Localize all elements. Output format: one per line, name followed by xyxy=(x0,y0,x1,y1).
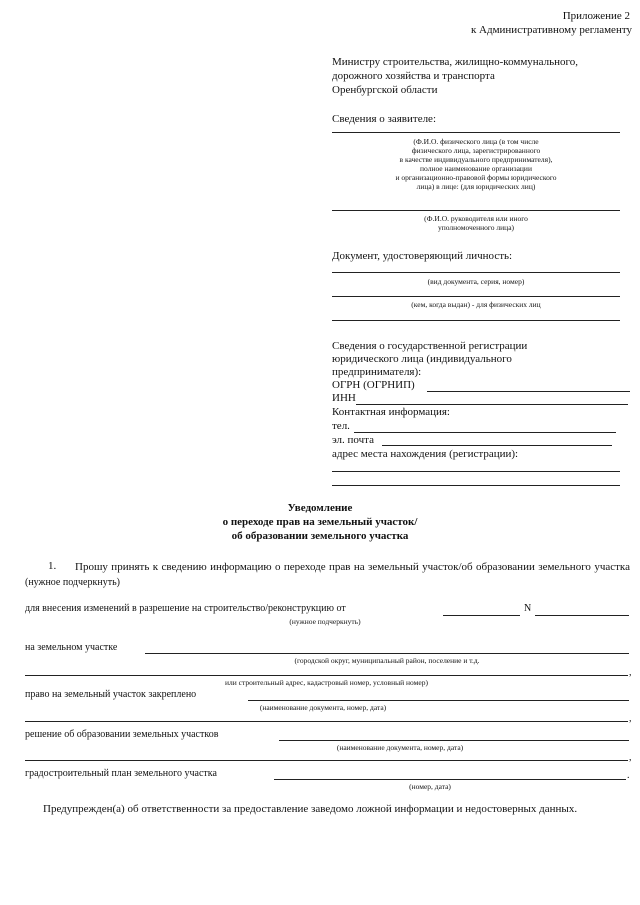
notice-title: Уведомление xyxy=(287,502,353,514)
ogrn-field[interactable] xyxy=(427,391,630,392)
id-document-heading: Документ, удостоверяющий личность: xyxy=(332,250,513,262)
inn-label: ИНН xyxy=(332,392,356,404)
addressee-line-1: Министру строительства, жилищно-коммунального, xyxy=(332,56,579,68)
right-extra-end: , xyxy=(629,713,632,724)
liability-warning: Предупрежден(а) об ответственности за предоставление заведомо ложной информации и недостоверных данных. xyxy=(43,803,578,815)
notice-subtitle-2: об образовании земельного участка xyxy=(231,530,409,542)
addressee-line-2: дорожного хозяйства и транспорта xyxy=(332,70,495,82)
item-text: Прошу принять к сведению информацию о переходе прав на земельный участок/об образовании земельного участка (нужное подчеркнуть) xyxy=(25,561,630,588)
right-extra-field[interactable] xyxy=(25,721,628,722)
applicant-name-caption: (Ф.И.О. физического лица (в том числе физического лица, зарегистрированного в качестве индивидуального предпринимателя), полное наименование организации и организационно-правовой формы юридического лица) в лице: (для юридических лиц) xyxy=(395,137,557,191)
email-field[interactable] xyxy=(382,445,612,446)
plot-field[interactable] xyxy=(145,653,629,654)
applicant-head-caption: (Ф.И.О. руководителя или иного уполномоченного лица) xyxy=(424,214,528,232)
plot-label: на земельном участке xyxy=(25,642,118,653)
item-number: 1. xyxy=(48,560,57,572)
gpzu-field[interactable] xyxy=(274,779,626,780)
email-label: эл. почта xyxy=(332,434,374,446)
permit-date-field[interactable] xyxy=(443,615,520,616)
gpzu-label: градостроительный план земельного участка xyxy=(25,768,217,779)
appendix-number: Приложение 2 xyxy=(562,10,630,22)
id-extra-line[interactable] xyxy=(332,320,620,321)
decision-label: решение об образовании земельных участков xyxy=(25,729,219,740)
decision-extra-field[interactable] xyxy=(25,760,628,761)
right-field[interactable] xyxy=(248,700,629,701)
decision-extra-end: , xyxy=(629,752,632,763)
registration-line-3: предпринимателя): xyxy=(332,366,422,378)
id-document-caption: (вид документа, серия, номер) xyxy=(427,277,525,286)
id-issued-caption: (кем, когда выдан) - для физических лиц xyxy=(411,300,541,309)
appendix-regulation: к Административному регламенту xyxy=(470,24,632,36)
gpzu-end: . xyxy=(627,770,630,781)
inn-field[interactable] xyxy=(356,404,628,405)
plot-address-field[interactable] xyxy=(25,675,628,676)
plot-address-caption: или строительный адрес, кадастровый номер, условный номер) xyxy=(225,678,428,687)
plot-address-end: , xyxy=(629,667,632,678)
applicant-heading: Сведения о заявителе: xyxy=(332,113,437,125)
notice-subtitle-1: о переходе прав на земельный участок/ xyxy=(222,516,418,528)
permit-caption: (нужное подчеркнуть) xyxy=(289,617,361,626)
decision-field[interactable] xyxy=(279,740,629,741)
applicant-head-line[interactable] xyxy=(332,210,620,211)
ogrn-label: ОГРН (ОГРНИП) xyxy=(332,379,415,391)
permit-text: для внесения изменений в разрешение на строительство/реконструкцию от xyxy=(25,603,346,614)
id-issued-line[interactable] xyxy=(332,296,620,297)
registration-line-2: юридического лица (индивидуального xyxy=(332,353,512,365)
registration-line-1: Сведения о государственной регистрации xyxy=(332,340,528,352)
plot-caption: (городской округ, муниципальный район, поселение и т.д. xyxy=(294,656,480,665)
decision-caption: (наименование документа, номер, дата) xyxy=(336,743,464,752)
address-label: адрес места нахождения (регистрации): xyxy=(332,448,519,460)
phone-label: тел. xyxy=(332,420,350,432)
contact-heading: Контактная информация: xyxy=(332,406,450,418)
permit-number-field[interactable] xyxy=(535,615,629,616)
gpzu-caption: (номер, дата) xyxy=(409,782,451,791)
permit-number-label: N xyxy=(524,603,532,614)
address-field-2[interactable] xyxy=(332,485,620,486)
phone-field[interactable] xyxy=(354,432,616,433)
address-field-1[interactable] xyxy=(332,471,620,472)
right-caption: (наименование документа, номер, дата) xyxy=(259,703,387,712)
right-label: право на земельный участок закреплено xyxy=(25,689,197,700)
id-document-line[interactable] xyxy=(332,272,620,273)
applicant-name-line[interactable] xyxy=(332,132,620,133)
addressee-line-3: Оренбургской области xyxy=(332,84,438,96)
